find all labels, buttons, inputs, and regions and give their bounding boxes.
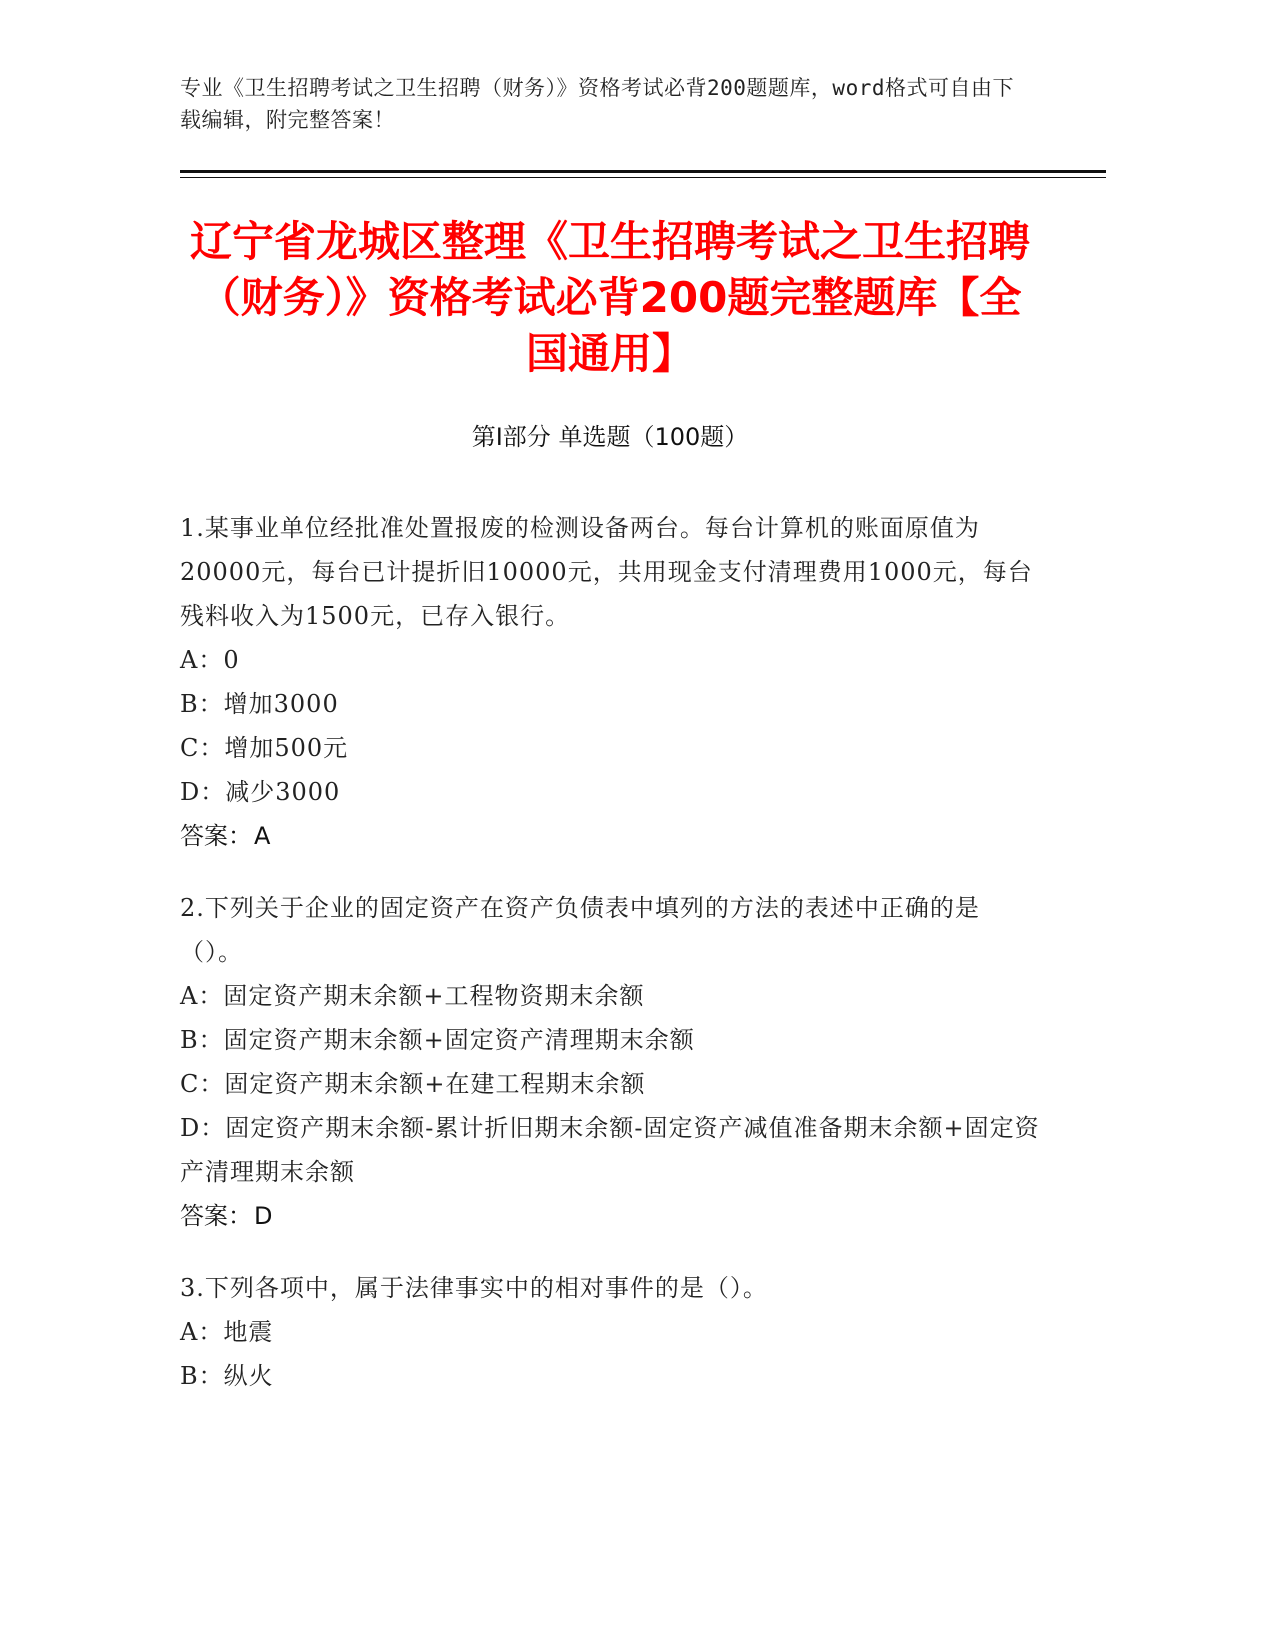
header-note: 专业《卫生招聘考试之卫生招聘（财务）》资格考试必背200题题库，word格式可自由下载编辑，附完整答案！ xyxy=(180,76,1014,132)
option-d: D：减少3000 xyxy=(180,778,341,806)
question-stem: 2.下列关于企业的固定资产在资产负债表中填列的方法的表述中正确的是（）。 xyxy=(180,894,980,966)
question-3 xyxy=(180,1266,1040,1398)
answer-label: 答案： xyxy=(180,1202,252,1230)
question-1 xyxy=(180,506,1040,858)
header-divider-thick xyxy=(180,170,1106,173)
question-list xyxy=(180,506,1040,1426)
option-a: A：0 xyxy=(180,646,240,674)
option-d: D：固定资产期末余额-累计折旧期末余额-固定资产减值准备期末余额+固定资产清理期末余额 xyxy=(180,1114,1040,1186)
option-c: C：固定资产期末余额+在建工程期末余额 xyxy=(180,1070,646,1098)
option-b: B：纵火 xyxy=(180,1362,274,1390)
answer-line xyxy=(180,1194,1040,1238)
option-b: B：增加3000 xyxy=(180,690,339,718)
option-c: C：增加500元 xyxy=(180,734,349,762)
answer-label: 答案： xyxy=(180,822,252,850)
answer-line xyxy=(180,814,1040,858)
answer-value: A xyxy=(254,822,271,850)
answer-value: D xyxy=(254,1202,273,1230)
option-a: A：地震 xyxy=(180,1318,274,1346)
option-b: B：固定资产期末余额+固定资产清理期末余额 xyxy=(180,1026,695,1054)
document-title: 辽宁省龙城区整理《卫生招聘考试之卫生招聘（财务）》资格考试必背200题完整题库【全国通用】 xyxy=(189,217,1030,378)
section-title: 第Ⅰ部分 单选题（100题） xyxy=(471,423,749,451)
question-2 xyxy=(180,886,1040,1238)
option-a: A：固定资产期末余额+工程物资期末余额 xyxy=(180,982,645,1010)
question-stem: 1.某事业单位经批准处置报废的检测设备两台。每台计算机的账面原值为20000元，每台已计提折旧10000元，共用现金支付清理费用1000元，每台残料收入为1500元，已存入银行。 xyxy=(180,514,1033,630)
question-stem: 3.下列各项中，属于法律事实中的相对事件的是（）。 xyxy=(180,1274,768,1302)
header-divider-thin xyxy=(180,177,1106,178)
